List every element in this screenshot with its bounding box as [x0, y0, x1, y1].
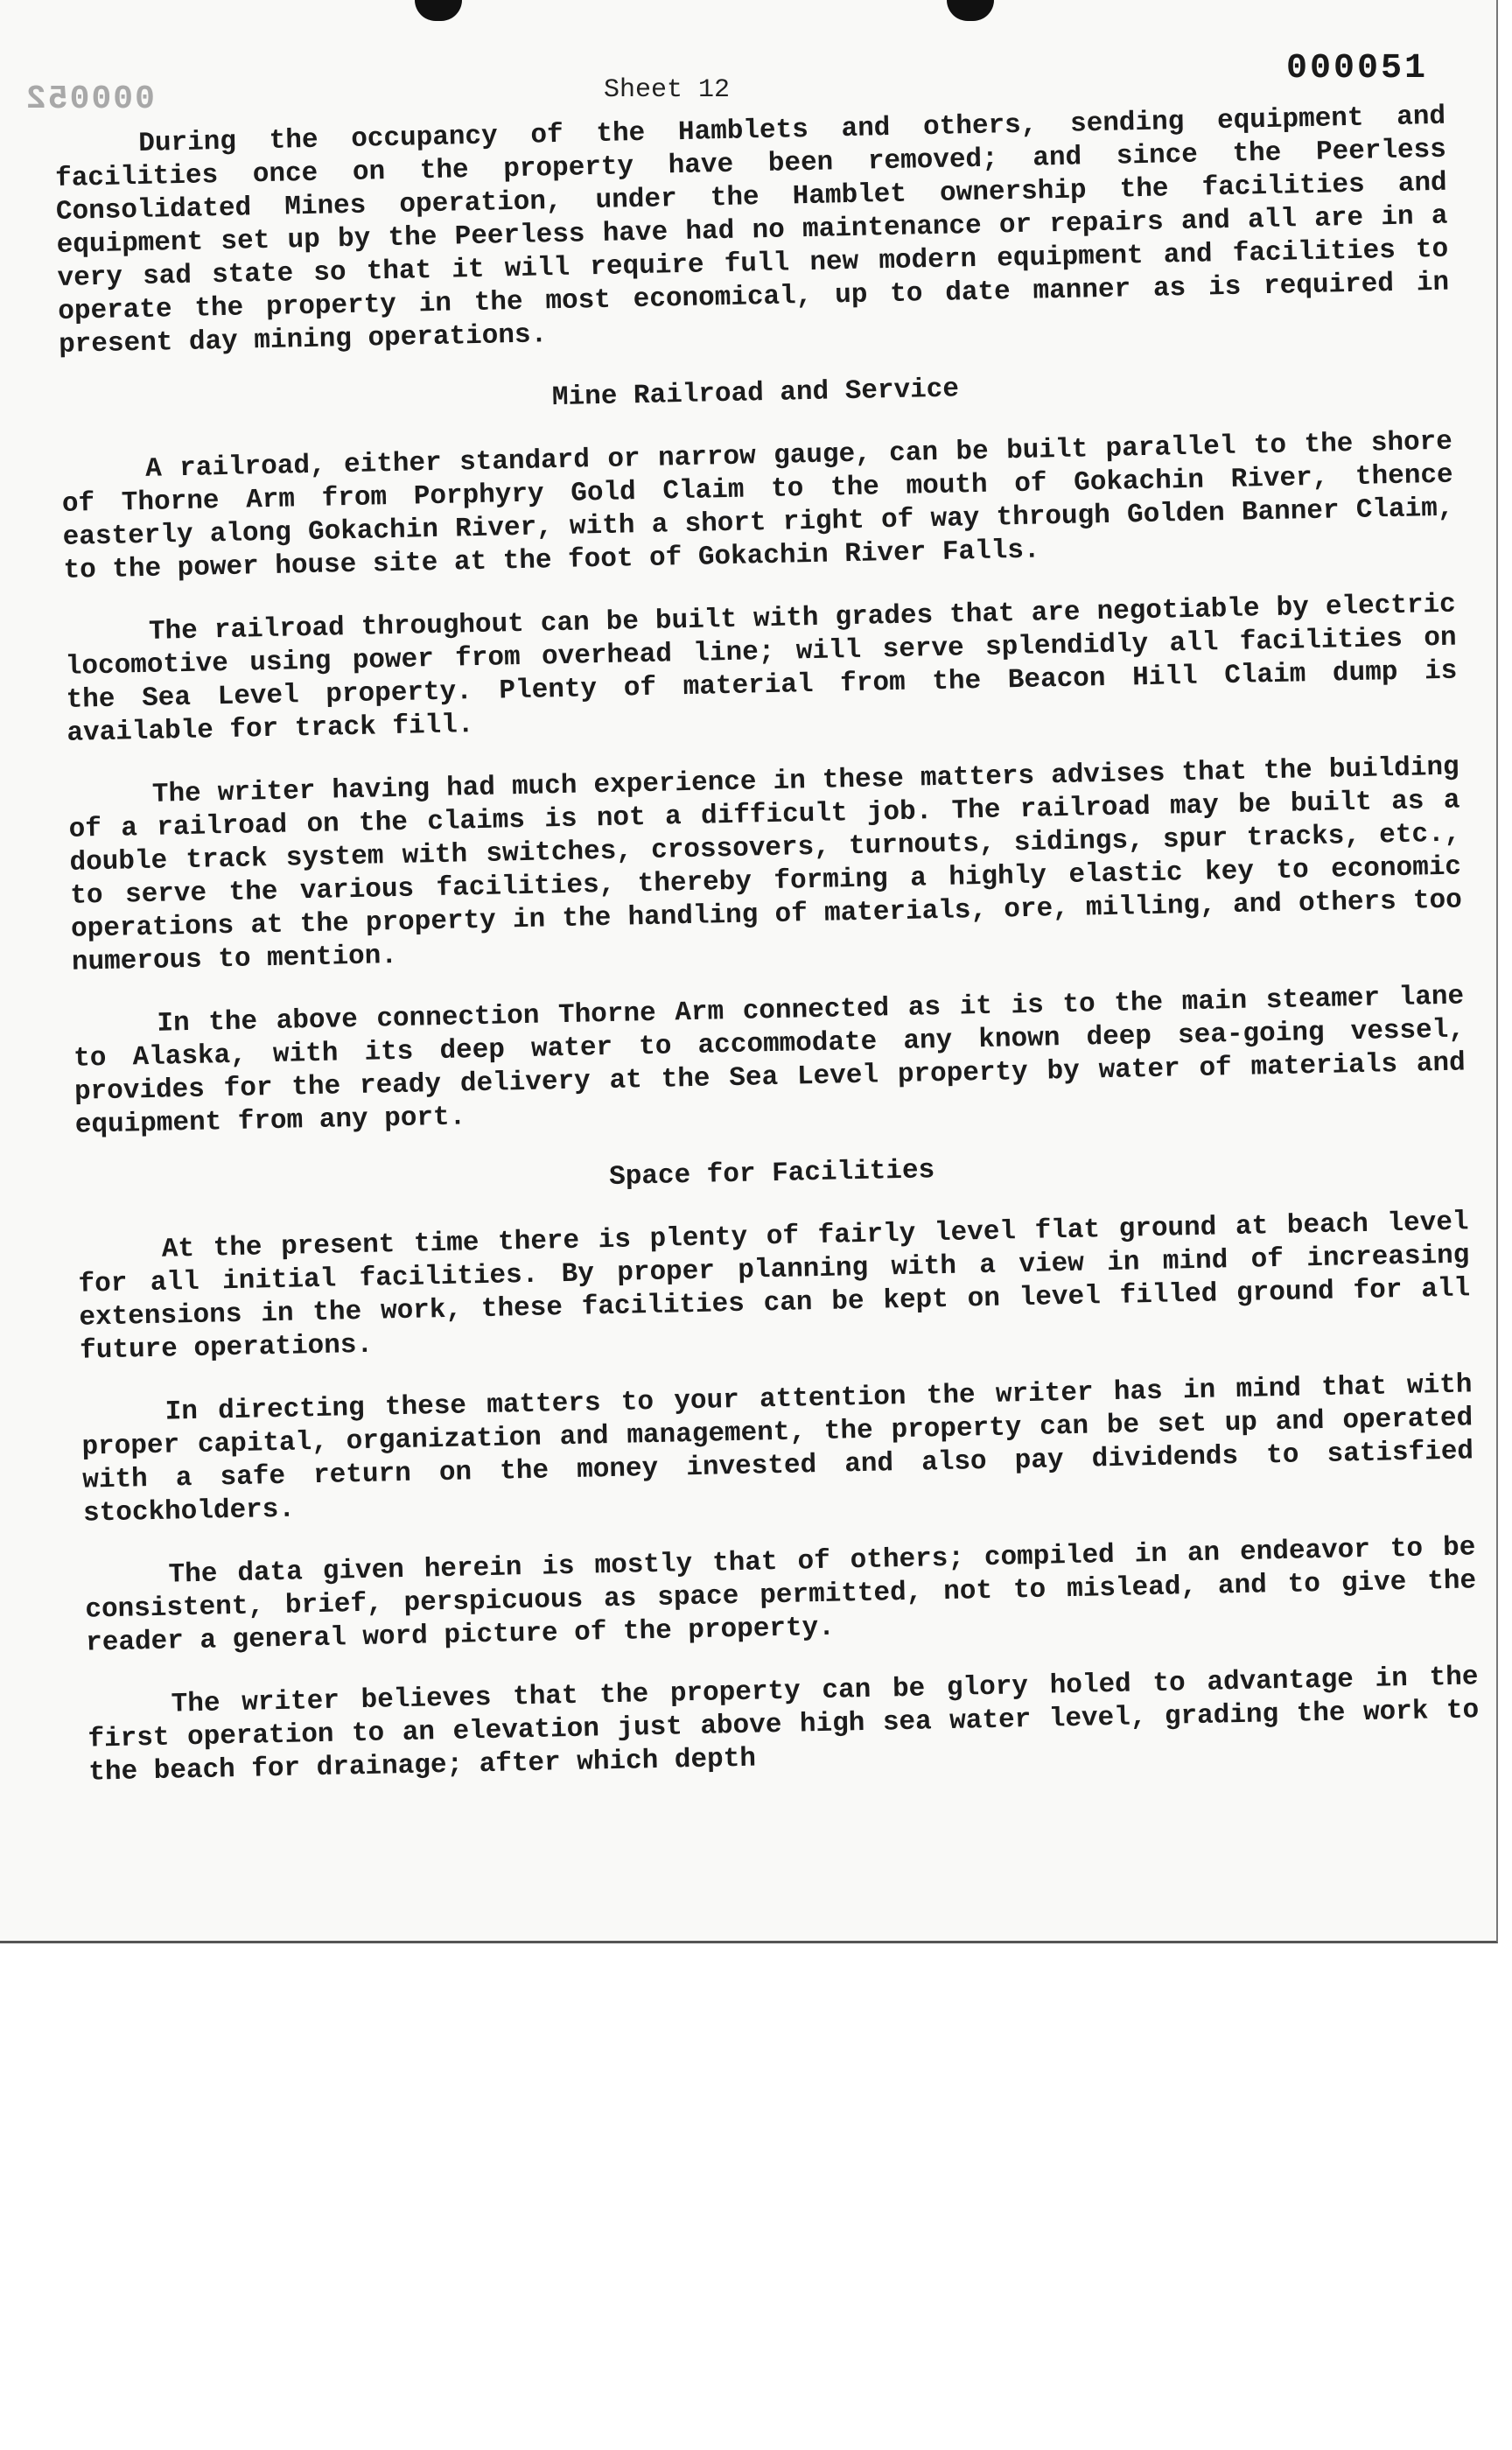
paragraph: The writer having had much experience in these matters advises that the building of a railroad on the claims is not a difficult job. The railroad may be built as a double track system with switches, crossovers, turnouts, sidings, spur tracks, etc., to serve the various facilities, thereby forming a highly elastic key to economic operations at the property in the handling of materials, ore, milling, and others too numerous to mention. — [68, 752, 1463, 978]
document-number: 000051 — [1286, 49, 1429, 88]
punch-hole-right — [947, 0, 994, 21]
section-heading: Mine Railroad and Service — [551, 374, 960, 414]
paragraph: The railroad throughout can be built with grades that are negotiable by electric locomotive using power from overhead line; will serve splendidly all facilities on the Sea Level property. Plenty of material from the Beacon Hill Claim dump is available for track fill. — [65, 589, 1458, 749]
paragraph: In the above connection Thorne Arm connected as it is to the main steamer lane to Alaska, with its deep water to accommodate any known deep sea-going vessel, provides for the ready delivery at the Sea Level property by water of materials and equipment from any port. — [73, 981, 1466, 1141]
paragraph: In directing these matters to your attention the writer has in mind that with proper capital, organization and management, the property can be set up and operated with a safe return on the money invested and also pay dividends to satisfied stockholders. — [81, 1369, 1474, 1530]
paragraph: A railroad, either standard or narrow gauge, can be built parallel to the shore of Thorne Arm from Porphyry Gold Claim to the mouth of Gokachin River, thence easterly along Gokachin River, with a short right of way through Golden Banner Claim, to the power house site at the foot of Gokachin River Falls. — [61, 426, 1454, 586]
paragraph: The writer believes that the property can be glory holed to advantage in the first operation to an elevation just above high sea water level, grading the work to the beach for drainage; after which depth — [88, 1662, 1480, 1788]
paragraph: The data given herein is mostly that of others; compiled in an endeavor to be consistent, brief, perspicuous as space permitted, not to mislead, and to give the reader a general word picture of the property. — [85, 1532, 1477, 1659]
paragraph: During the occupancy of the Hamblets and others, sending equipment and facilities once on the property have been removed; and since the Peerless Consolidated Mines operation, under the Hamblet ownership the facilities and equipment set up by the Peerless have had no maintenance or repairs and all are in a very sad state so that it will require full new modern equipment and facilities to operate the property in the most economical, up to date manner as is required in present day mining operations. — [54, 101, 1450, 360]
punch-hole-left — [415, 0, 462, 21]
document-body — [54, 101, 1480, 1820]
paragraph: At the present time there is plenty of fairly level flat ground at beach level for all initial facilities. By proper planning with a view in mind of increasing extensions in the work, these facilities can be kept on level filled ground for all future operations. — [78, 1207, 1471, 1367]
section-heading: Space for Facilities — [608, 1155, 935, 1193]
sheet-label: Sheet 12 — [604, 75, 731, 105]
bleed-through-number: 000052 — [24, 80, 155, 118]
